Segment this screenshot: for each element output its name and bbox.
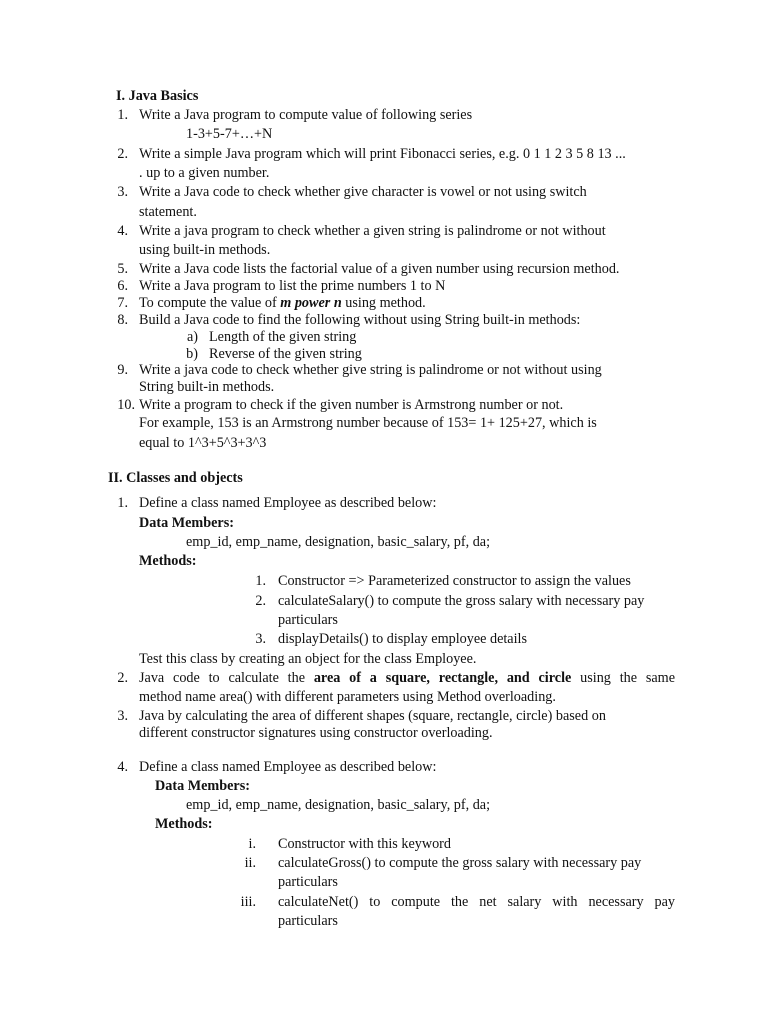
item-number: 1. [117,107,128,123]
item-number: 10. [117,397,135,413]
item-text-pre: To compute the value of [139,295,281,311]
item-text: Write a Java code lists the factorial value of a given number using recursion method. [139,261,620,277]
method-number: i. [248,836,256,852]
item-text-pre: Java code to calculate the [139,670,314,686]
item-number: 3. [117,708,128,724]
item-text-cont: String built-in methods. [139,379,275,395]
item-text: Define a class named Employee as described below: [139,495,437,511]
section2-heading: II. Classes and objects [108,470,243,486]
data-members-list: emp_id, emp_name, designation, basic_salary, pf, da; [186,797,491,813]
series-formula: 1-3+5-7+…+N [186,126,273,142]
item-number: 3. [117,184,128,200]
item-number: 9. [117,362,128,378]
item-text-post: using the same [571,670,675,686]
item-text: Write a simple Java program which will print Fibonacci series, e.g. 0 1 1 2 3 5 8 13 ... [139,146,626,162]
item-text-bold: area of a square, rectangle, and circle [313,670,572,686]
item-number: 2. [117,146,128,162]
item-text-cont: . up to a given number. [139,165,270,181]
method-text: calculateGross() to compute the gross salary with necessary pay [278,855,642,871]
item-text-emphasis: m power n [280,295,342,311]
method-text: calculateSalary() to compute the gross salary with necessary pay [278,593,645,609]
item-text [139,295,426,312]
method-number: ii. [244,855,256,871]
item-number: 2. [117,670,128,686]
method-number: iii. [240,894,256,910]
method-text: displayDetails() to display employee details [278,631,528,647]
item-number: 6. [117,278,128,294]
item-text: Write a program to check if the given number is Armstrong number or not. [139,397,564,413]
item-number: 8. [117,312,128,328]
methods-label: Methods: [139,553,197,569]
method-text-cont: particulars [278,913,338,929]
item-number: 4. [117,759,128,775]
item-text: Write a Java program to compute value of following series [139,107,473,123]
subitem-mark: b) [186,346,198,362]
test-note: Test this class by creating an object for the class Employee. [139,651,477,667]
subitem-text: Reverse of the given string [209,346,362,362]
item-number: 1. [117,495,128,511]
item-text [139,670,675,687]
item-text-cont: different constructor signatures using constructor overloading. [139,725,493,741]
subitem-text: Length of the given string [209,329,357,345]
item-text: Write a java code to check whether give string is palindrome or not without using [139,362,602,378]
item-text: Write a java program to check whether a given string is palindrome or not without [139,223,606,239]
item-text: Java by calculating the area of different shapes (square, rectangle, circle) based on [139,708,606,724]
item-text-cont: using built-in methods. [139,242,271,258]
item-text: Write a Java code to check whether give character is vowel or not using switch [139,184,587,200]
method-text-cont: particulars [278,612,338,628]
method-number: 1. [255,573,266,589]
item-number: 4. [117,223,128,239]
item-number: 7. [117,295,128,311]
methods-label: Methods: [155,816,213,832]
method-text: Constructor with this keyword [278,836,451,852]
data-members-label: Data Members: [155,778,250,794]
item-text: Write a Java program to list the prime numbers 1 to N [139,278,446,294]
item-text: Define a class named Employee as described below: [139,759,437,775]
item-text-cont: method name area() with different parameters using Method overloading. [139,689,556,705]
item-text: Build a Java code to find the following without using String built-in methods: [139,312,581,328]
method-number: 3. [255,631,266,647]
method-number: 2. [255,593,266,609]
section1-heading: I. Java Basics [116,88,199,104]
data-members-list: emp_id, emp_name, designation, basic_salary, pf, da; [186,534,491,550]
item-text-cont: equal to 1^3+5^3+3^3 [139,435,267,451]
method-text: calculateNet() to compute the net salary with necessary pay [278,894,675,910]
item-text-cont: statement. [139,204,197,220]
item-number: 5. [117,261,128,277]
item-text-post: using method. [341,295,426,311]
method-text-cont: particulars [278,874,338,890]
subitem-mark: a) [186,329,198,345]
data-members-label: Data Members: [139,515,234,531]
method-text: Constructor => Parameterized constructor to assign the values [278,573,631,589]
item-text-cont: For example, 153 is an Armstrong number because of 153= 1+ 125+27, which is [139,415,597,431]
